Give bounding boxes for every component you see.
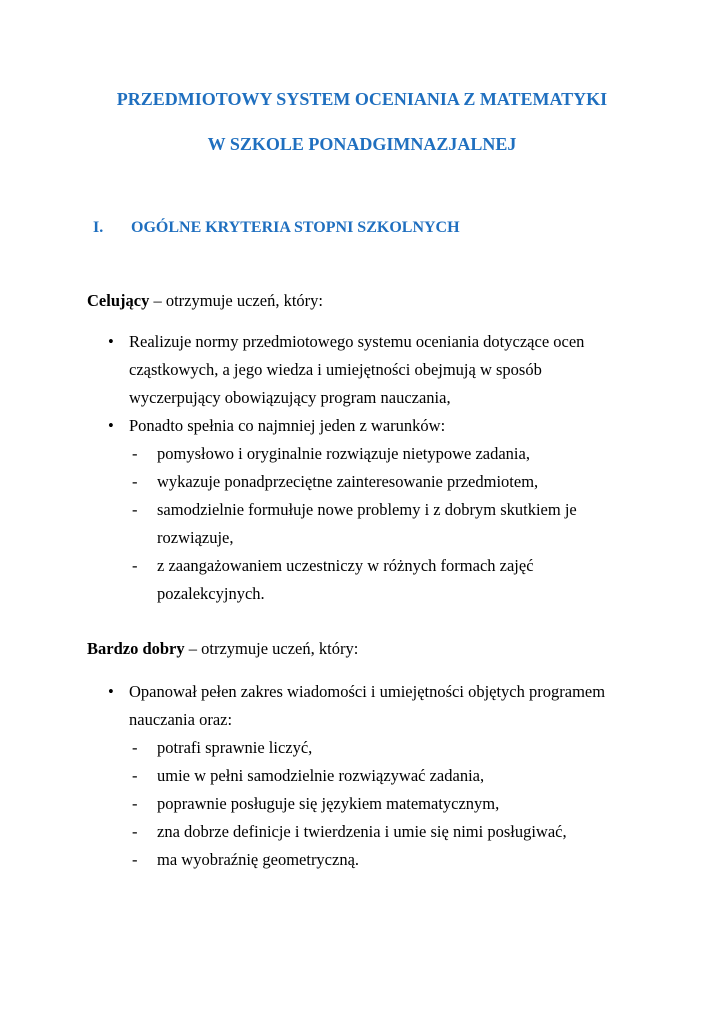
grade-bardzo-dobry-rest: – otrzymuje uczeń, który: xyxy=(184,639,359,658)
list-item: - z zaangażowaniem uczestniczy w różnych formach zajęć pozalekcyjnych. xyxy=(132,552,628,608)
grade-celujacy-heading xyxy=(87,287,323,315)
bardzo-dobry-bullet-1: Opanował pełen zakres wiadomości i umiejętności objętych programem nauczania oraz: xyxy=(129,682,606,729)
document-title-line-1: PRZEDMIOTOWY SYSTEM OCENIANIA Z MATEMATYKI xyxy=(116,89,608,109)
grade-bardzo-dobry-heading xyxy=(87,635,358,663)
celujacy-requirements xyxy=(108,328,628,608)
list-item: - poprawnie posługuje się językiem matematycznym, xyxy=(132,790,628,818)
list-item xyxy=(108,328,628,412)
section-number: I. xyxy=(93,219,104,236)
list-item: - wykazuje ponadprzeciętne zainteresowanie przedmiotem, xyxy=(132,468,628,496)
list-item: - ma wyobraźnię geometryczną. xyxy=(132,846,628,874)
document-title-line-2: W SZKOLE PONADGIMNAZJALNEJ xyxy=(207,134,517,154)
section-heading xyxy=(93,219,460,237)
list-item: - pomysłowo i oryginalnie rozwiązuje nietypowe zadania, xyxy=(132,440,628,468)
list-item: - zna dobrze definicje i twierdzenia i umie się nimi posługiwać, xyxy=(132,818,628,846)
list-item: - potrafi sprawnie liczyć, xyxy=(132,734,628,762)
grade-celujacy-rest: – otrzymuje uczeń, który: xyxy=(149,291,323,310)
list-item: - samodzielnie formułuje nowe problemy i z dobrym skutkiem je rozwiązuje, xyxy=(132,496,628,552)
grade-celujacy-label: Celujący xyxy=(87,291,150,310)
list-item: - umie w pełni samodzielnie rozwiązywać zadania, xyxy=(132,762,628,790)
bardzo-dobry-requirements xyxy=(108,678,628,874)
celujacy-conditions xyxy=(129,440,628,608)
section-title: OGÓLNE KRYTERIA STOPNI SZKOLNYCH xyxy=(131,219,460,236)
celujacy-bullet-1: Realizuje normy przedmiotowego systemu oceniania dotyczące ocen cząstkowych, a jego wiedza i umiejętności obejmują w sposób wyczerpujący obowiązujący program nauczania, xyxy=(129,332,585,407)
list-item xyxy=(108,412,628,608)
bardzo-dobry-conditions xyxy=(129,734,628,874)
grade-bardzo-dobry-label: Bardzo dobry xyxy=(87,639,185,658)
celujacy-bullet-2: Ponadto spełnia co najmniej jeden z warunków: xyxy=(129,416,446,435)
list-item xyxy=(108,678,628,874)
